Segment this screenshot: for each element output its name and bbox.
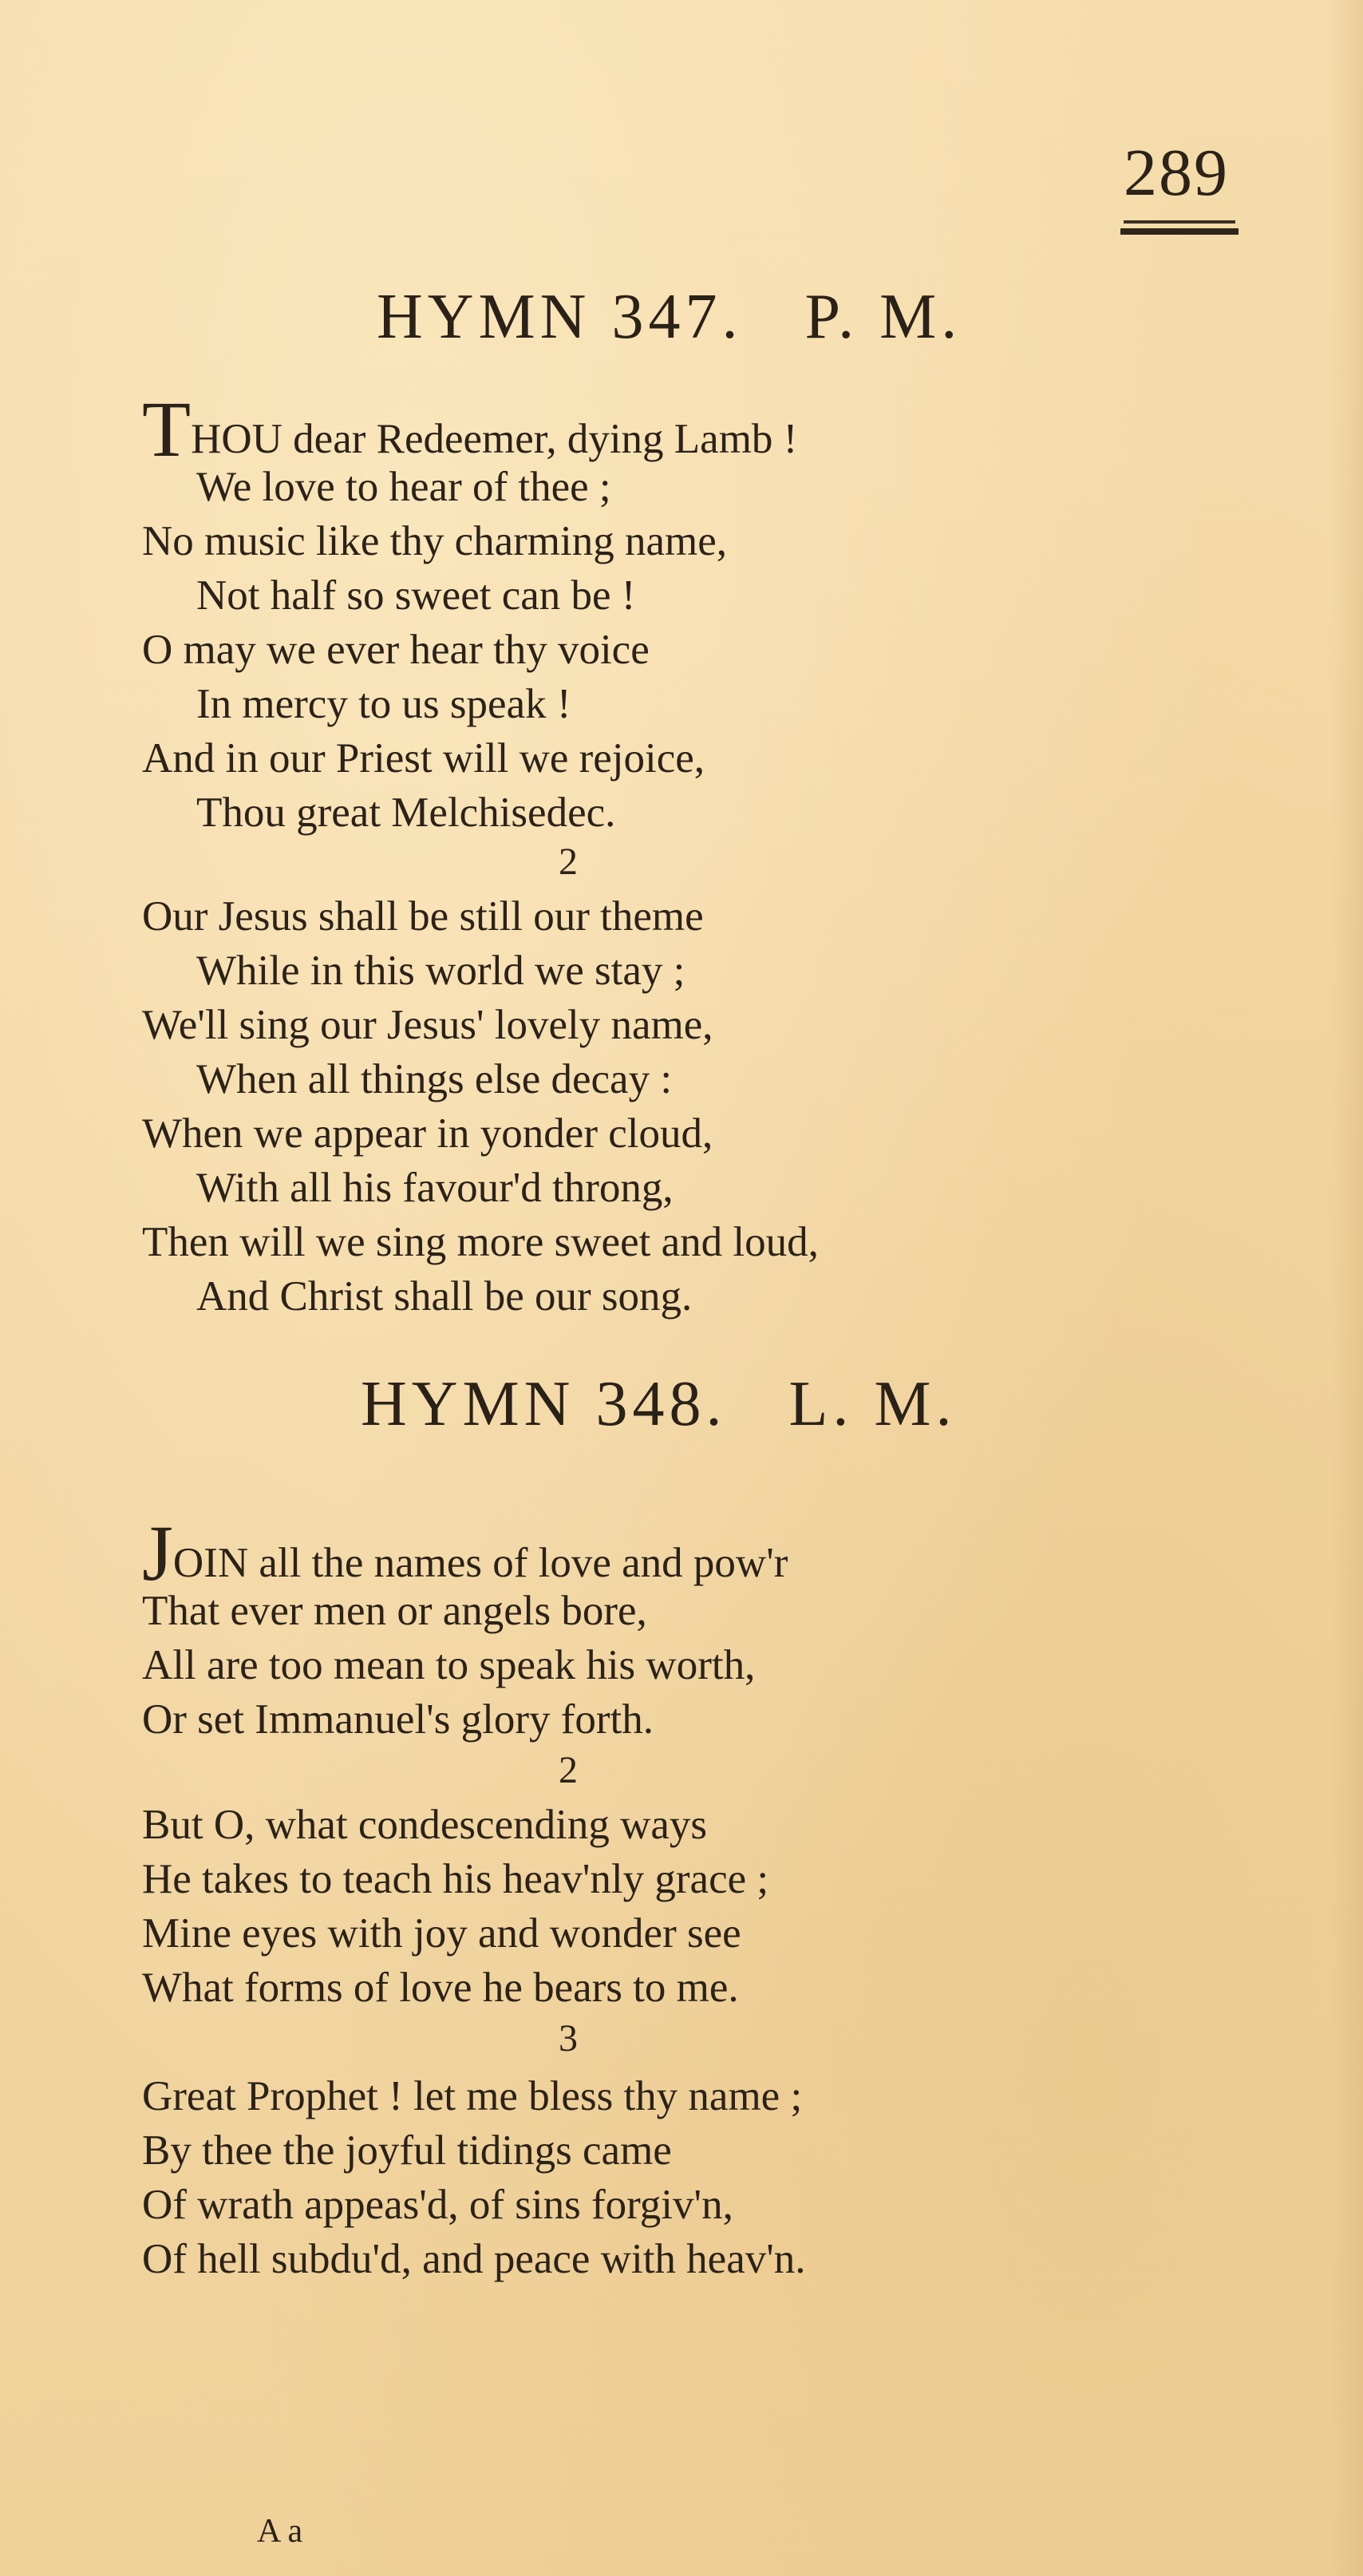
verse-line: Of wrath appeas'd, of sins forgiv'n, — [142, 2182, 733, 2228]
verse-line: And in our Priest will we rejoice, — [142, 735, 705, 782]
verse-line: In mercy to us speak ! — [196, 681, 571, 727]
rule-thin-line — [1124, 220, 1235, 224]
verse-line: JOIN all the names of love and pow'r — [142, 1509, 788, 1597]
hymn-347-title: HYMN 347. P. M. — [377, 282, 962, 352]
stanza-number: 3 — [559, 2017, 578, 2060]
signature-mark: A a — [257, 2513, 303, 2550]
verse-line: When all things else decay : — [196, 1056, 673, 1102]
hymn-347-stanza-2 — [142, 889, 819, 1324]
stanza-number: 2 — [559, 841, 578, 883]
verse-line: Great Prophet ! let me bless thy name ; — [142, 2073, 803, 2119]
verse-line: O may we ever hear thy voice — [142, 627, 650, 673]
page-number-rule — [1120, 220, 1239, 236]
verse-line: Then will we sing more sweet and loud, — [142, 1219, 819, 1265]
hymn-348-stanza-2 — [142, 1798, 768, 2015]
verse-line: Not half so sweet can be ! — [196, 572, 636, 619]
verse-line: By thee the joyful tidings came — [142, 2127, 672, 2174]
verse-line: Of hell subdu'd, and peace with heav'n. — [142, 2236, 806, 2282]
drop-cap: J — [142, 1509, 173, 1597]
verse-line: Thou great Melchisedec. — [196, 789, 616, 836]
verse-line: Or set Immanuel's glory forth. — [142, 1696, 654, 1743]
verse-line: While in this world we stay ; — [196, 948, 685, 994]
verse-line: With all his favour'd throng, — [196, 1165, 674, 1211]
verse-line: THOU dear Redeemer, dying Lamb ! — [142, 385, 798, 473]
verse-line: That ever men or angels bore, — [142, 1588, 647, 1634]
verse-line: He takes to teach his heav'nly grace ; — [142, 1856, 769, 1902]
verse-line: No music like thy charming name, — [142, 518, 727, 564]
drop-cap: T — [142, 385, 192, 473]
verse-line: We love to hear of thee ; — [196, 464, 611, 510]
verse-line: All are too mean to speak his worth, — [142, 1642, 756, 1688]
verse-line: What forms of love he bears to me. — [142, 1965, 739, 2011]
hymn-348-title: HYMN 348. L. M. — [361, 1369, 957, 1439]
page-number: 289 — [1124, 136, 1229, 210]
hymn-348-stanza-1 — [142, 1509, 788, 1747]
hymn-347-stanza-1 — [142, 385, 798, 840]
verse-line: And Christ shall be our song. — [196, 1273, 693, 1320]
hymn-348-stanza-3 — [142, 2069, 806, 2286]
verse-line: Mine eyes with joy and wonder see — [142, 1910, 741, 1957]
verse-line: When we appear in yonder cloud, — [142, 1110, 713, 1157]
page-edge-shadow — [1331, 0, 1363, 2576]
verse-line: We'll sing our Jesus' lovely name, — [142, 1002, 713, 1048]
stanza-number: 2 — [559, 1749, 578, 1791]
rule-thick-line — [1120, 228, 1239, 235]
verse-line: But O, what condescending ways — [142, 1802, 707, 1848]
verse-line: Our Jesus shall be still our theme — [142, 893, 704, 940]
